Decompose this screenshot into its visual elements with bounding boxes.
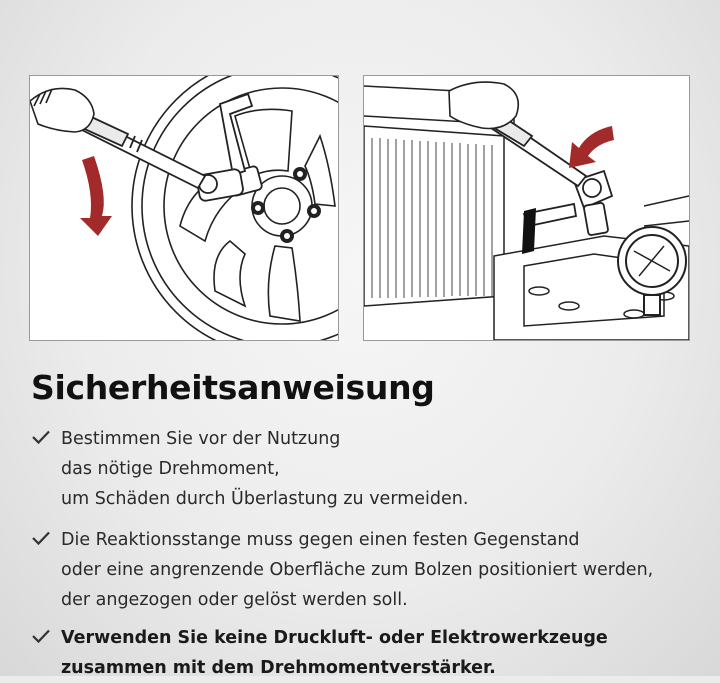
list-item [31, 525, 711, 623]
list-item-line: um Schäden durch Überlastung zu vermeiden. [61, 489, 469, 509]
list-item-line: Verwenden Sie keine Druckluft- oder Elektrowerkzeuge [61, 628, 608, 648]
illustration-wheel-panel [29, 75, 339, 341]
illustration-gauge-panel [363, 75, 690, 341]
list-item-line: Die Reaktionsstange muss gegen einen festen Gegenstand [61, 530, 580, 550]
list-item-line: das nötige Drehmoment, [61, 459, 280, 479]
check-icon [31, 628, 51, 644]
list-item-line: zusammen mit dem Drehmomentverstärker. [61, 658, 496, 678]
check-icon [31, 429, 51, 445]
safety-instructions-list [31, 424, 711, 683]
list-item-line: Bestimmen Sie vor der Nutzung [61, 429, 341, 449]
gauge-wrench-illustration [364, 76, 689, 340]
check-icon [31, 530, 51, 546]
page-title: Sicherheitsanweisung [31, 368, 435, 407]
list-item [31, 424, 711, 525]
list-item-line: der angezogen oder gelöst werden soll. [61, 590, 408, 610]
list-item-line: oder eine angrenzende Oberfläche zum Bolzen positioniert werden, [61, 560, 654, 580]
list-item-warning [31, 623, 711, 683]
wheel-wrench-illustration [30, 76, 338, 340]
